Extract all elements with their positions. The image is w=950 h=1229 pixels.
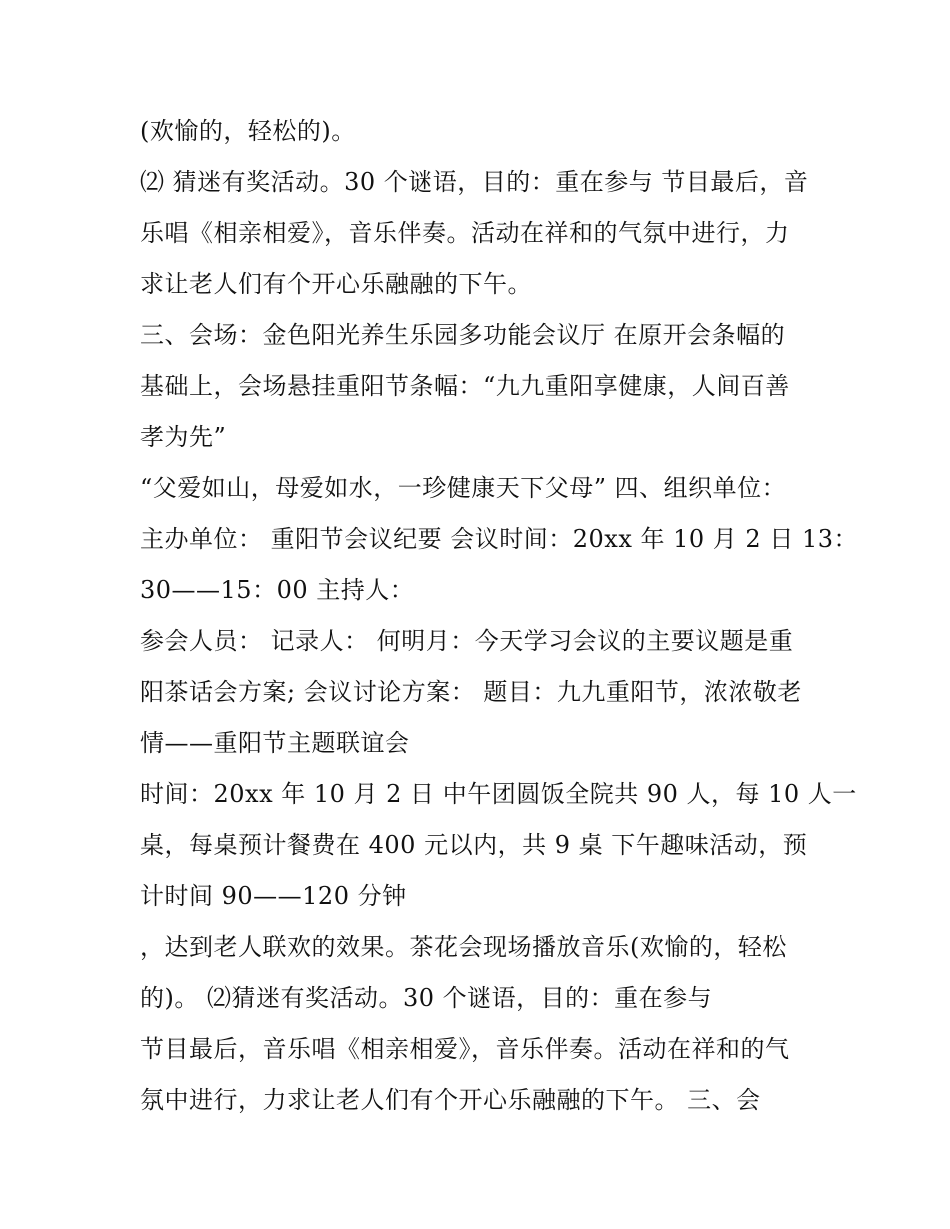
text-line: 主办单位： 重阳节会议纪要 会议时间：20xx 年 10 月 2 日 13： (140, 525, 858, 553)
text-line: 基础上，会场悬挂重阳节条幅：“九九重阳享健康，人间百善 (140, 372, 790, 400)
text-line: 求让老人们有个开心乐融融的下午。 (140, 270, 532, 298)
text-line: 30——15：00 主持人： (140, 576, 415, 604)
text-line: 阳茶话会方案; 会议讨论方案： 题目：九九重阳节，浓浓敬老 (140, 678, 802, 706)
text-line: 三、会场：金色阳光养生乐园多功能会议厅 在原开会条幅的 (140, 321, 786, 349)
text-line: 的)。 ⑵猜迷有奖活动。30 个谜语，目的：重在参与 (140, 984, 713, 1012)
text-line: ⑵ 猜迷有奖活动。30 个谜语，目的：重在参与 节目最后，音 (140, 168, 809, 196)
text-line: ，达到老人联欢的效果。茶花会现场播放音乐(欢愉的，轻松 (140, 933, 787, 961)
text-line: 节目最后，音乐唱《相亲相爱》，音乐伴奏。活动在祥和的气 (140, 1035, 790, 1063)
text-line: 情——重阳节主题联谊会 (140, 729, 410, 757)
document-body (140, 106, 858, 1126)
text-line: 计时间 90——120 分钟 (140, 882, 407, 910)
text-line: (欢愉的，轻松的)。 (140, 117, 356, 145)
text-line: 氛中进行，力求让老人们有个开心乐融融的下午。 三、会 (140, 1086, 761, 1114)
text-line: 时间：20xx 年 10 月 2 日 中午团圆饭全院共 90 人，每 10 人一 (140, 780, 857, 808)
text-line: 乐唱《相亲相爱》，音乐伴奏。活动在祥和的气氛中进行，力 (140, 219, 790, 247)
text-line: 孝为先” (140, 423, 227, 451)
text-line: 桌，每桌预计餐费在 400 元以内，共 9 桌 下午趣味活动，预 (140, 831, 808, 859)
text-line: “父爱如山，母爱如水，一珍健康天下父母” 四、组织单位： (140, 474, 787, 502)
text-line: 参会人员： 记录人： 何明月：今天学习会议的主要议题是重 (140, 627, 794, 655)
